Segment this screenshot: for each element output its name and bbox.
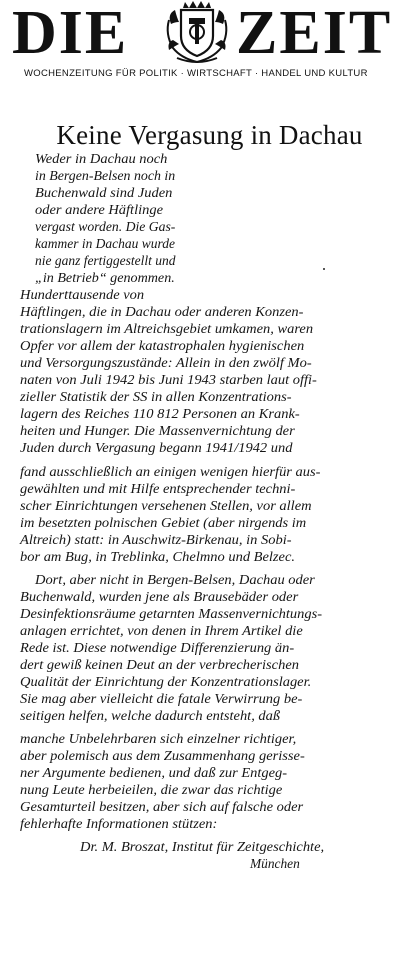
- article-line: nie ganz fertiggestellt und: [35, 253, 176, 268]
- article-line: naten von Juli 1942 bis Juni 1943 starben laut offi-: [20, 372, 317, 387]
- article-line: ner Argumente bedienen, und daß zur Entgeg-: [20, 765, 288, 780]
- article-line: bor am Bug, in Treblinka, Chelmno und Belzec.: [20, 549, 296, 564]
- article-line: heiten und Hunger. Die Massenvernichtung der: [20, 423, 295, 438]
- article-line: München: [250, 856, 300, 871]
- article-line: Weder in Dachau noch: [35, 151, 168, 166]
- article-line: zieller Statistik der SS in allen Konzentrations-: [20, 389, 292, 404]
- city-coat-of-arms-seal-icon: [163, 0, 231, 66]
- article-line: vergast worden. Die Gas-: [35, 219, 176, 234]
- article-line: manche Unbelehrbaren sich einzelner richtiger,: [20, 731, 297, 746]
- article-line: in Bergen-Belsen noch in: [35, 168, 176, 183]
- article-line: fand ausschließlich an einigen wenigen hierfür aus-: [20, 464, 321, 479]
- article-line: kammer in Dachau wurde: [35, 236, 175, 251]
- article-line: oder andere Häftlinge: [35, 202, 163, 217]
- article-line: „in Betrieb“ genommen.: [35, 270, 175, 285]
- article-line: fehlerhafte Informationen stützen:: [20, 816, 218, 831]
- article-line: Altreich) statt: in Auschwitz-Birkenau, in Sobi-: [20, 532, 292, 547]
- article-line: trationslagern im Altreichsgebiet umkamen, waren: [20, 321, 314, 336]
- article-line: Gesamturteil besitzen, aber sich auf falsche oder: [20, 799, 304, 814]
- article-line: Qualität der Einrichtung der Konzentrationslager.: [20, 674, 312, 689]
- article-line: aber polemisch aus dem Zusammenhang gerisse-: [20, 748, 305, 763]
- article-line: Dr. M. Broszat, Institut für Zeitgeschichte,: [80, 839, 325, 854]
- article-line: Häftlingen, die in Dachau oder anderen Konzen-: [20, 304, 304, 319]
- article-line: Dort, aber nicht in Bergen-Belsen, Dachau oder: [35, 572, 315, 587]
- article-line: Sie mag aber vielleicht die fatale Verwirrung be-: [20, 691, 303, 706]
- article-line: im besetzten polnischen Gebiet (aber nirgends im: [20, 515, 307, 530]
- article-line: Opfer vor allem der katastrophalen hygienischen: [20, 338, 305, 353]
- article-line: Buchenwald, wurden jene als Brausebäder oder: [20, 589, 299, 604]
- masthead-subtitle: WOCHENZEITUNG FÜR POLITIK · WIRTSCHAFT · HANDEL UND KULTUR: [24, 68, 368, 79]
- article-line: scher Einrichtungen versehenen Stellen, vor allem: [20, 498, 312, 513]
- article-line: gewählten und mit Hilfe entsprechender techni-: [20, 481, 296, 496]
- article-line: und Versorgungszustände: Allein in den zwölf Mo-: [20, 355, 312, 370]
- article-line: anlagen errichtet, von denen in Ihrem Artikel die: [20, 623, 303, 638]
- article-line: seitigen helfen, welche dadurch entsteht, daß: [20, 708, 281, 723]
- print-speck: [323, 268, 325, 270]
- article-line: Hunderttausende von: [20, 287, 145, 302]
- article-line: nung Leute herbeieilen, die zwar das richtige: [20, 782, 283, 797]
- masthead-title-right: ZEIT: [236, 0, 393, 67]
- article-line: Rede ist. Diese notwendige Differenzierung än-: [20, 640, 295, 655]
- article-line: Buchenwald sind Juden: [35, 185, 173, 200]
- masthead-title-left: DIE: [12, 0, 129, 67]
- article-line: Desinfektionsräume getarnten Massenvernichtungs-: [20, 606, 323, 621]
- article-headline: Keine Vergasung in Dachau: [56, 120, 363, 151]
- masthead: [0, 0, 419, 92]
- article-line: Juden durch Vergasung begann 1941/1942 und: [20, 440, 293, 455]
- article-line: dert gewiß keinen Deut an der verbrecherischen: [20, 657, 299, 672]
- article-line: lagern des Reiches 110 812 Personen an Krank-: [20, 406, 300, 421]
